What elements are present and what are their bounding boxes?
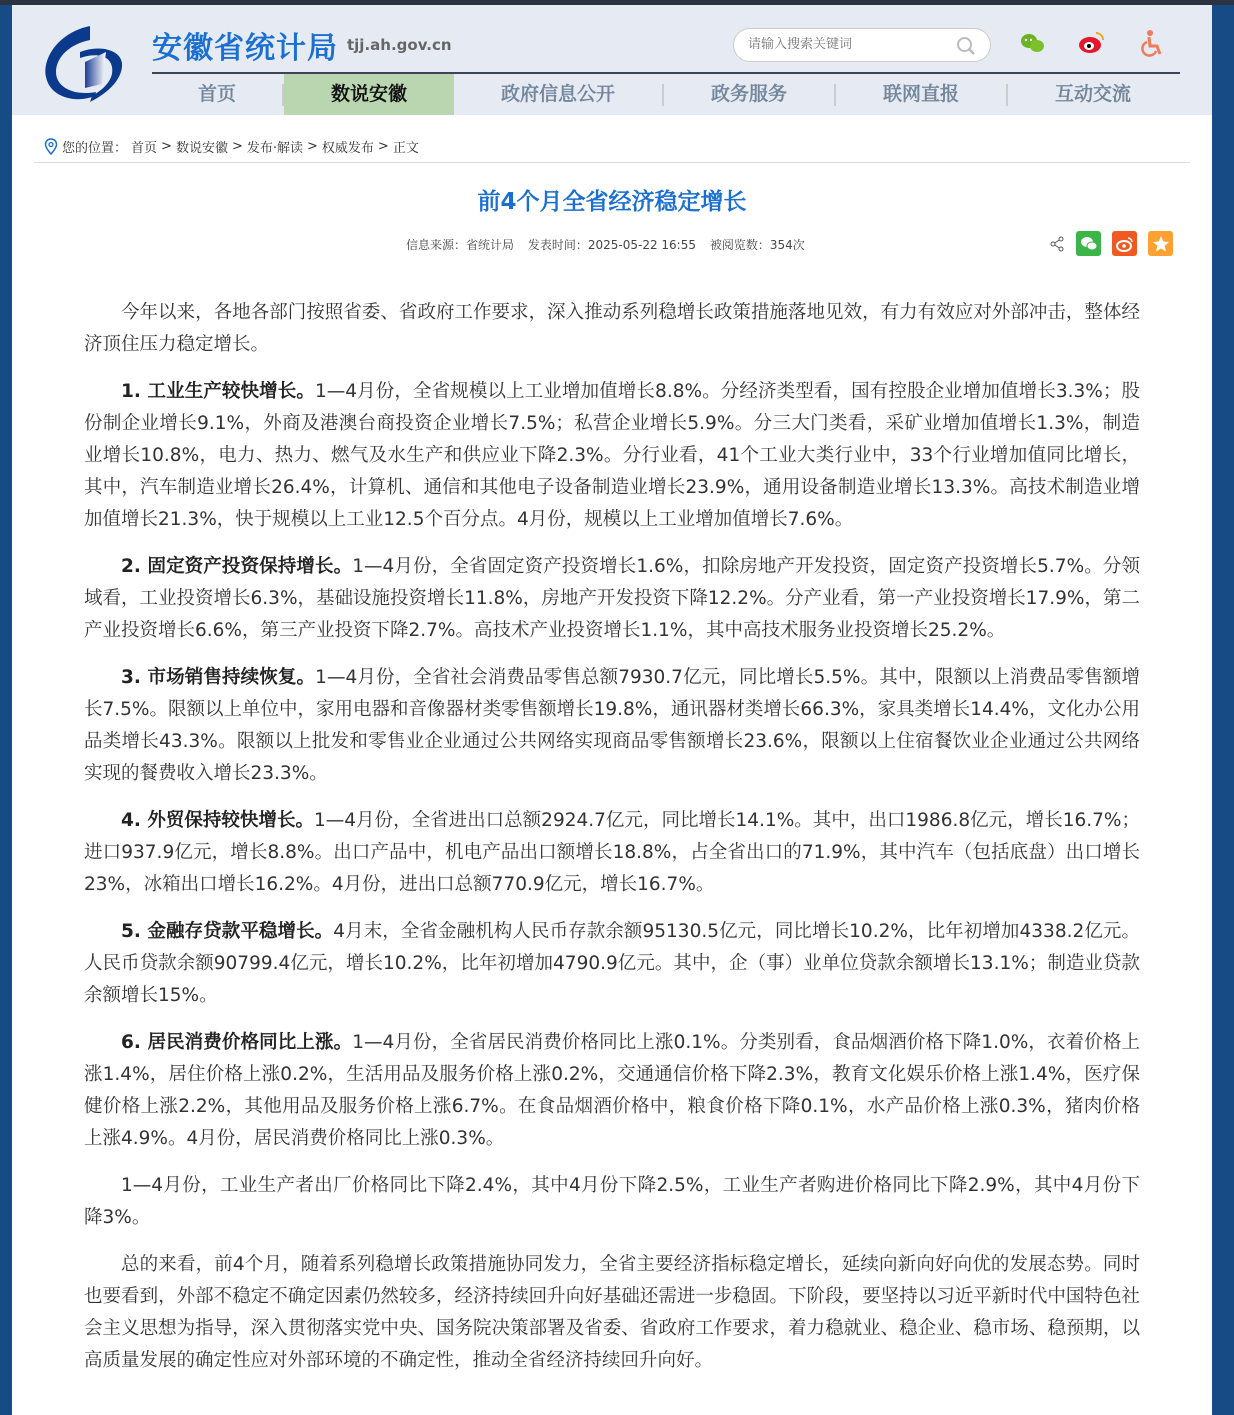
share-wechat-button[interactable]: [1076, 231, 1101, 256]
breadcrumb-authoritative[interactable]: 权威发布: [321, 141, 374, 156]
search-icon[interactable]: [956, 36, 976, 56]
paragraph-text: 1—4月份，全省进出口总额2924.7亿元，同比增长14.1%。其中，出口1986.8亿元，增长16.7%；进口937.9亿元，增长8.8%。出口产品中，机电产品出口额增长18.8%，占全省出口的71.9%，其中汽车（包括底盘）出口增长23%，冰箱出口增长16.2%。4月份，进出口总额770.9亿元，增长16.7%。: [84, 810, 1140, 895]
divider: [34, 162, 1190, 163]
paragraph-lead: 3. 市场销售持续恢复。: [121, 667, 316, 688]
wechat-icon[interactable]: [1020, 33, 1046, 55]
paragraph-text: 1—4月份，全省规模以上工业增加值增长8.8%。分经济类型看，国有控股企业增加值增长3.3%；股份制企业增长9.1%，外商及港澳台商投资企业增长7.5%；私营企业增长5.9%。分三大门类看，采矿业增加值增长1.3%，制造业增长10.8%，电力、热力、燃气及水生产和供应业下降2.3%。分行业看，41个工业大类行业中，33个行业增加值同比增长，其中，汽车制造业增长26.4%，计算机、通信和其他电子设备制造业增长23.9%，通用设备制造业增长13.3%。高技术制造业增加值增长21.3%，快于规模以上工业12.5个百分点。4月份，规模以上工业增加值增长7.6%。: [84, 381, 1140, 530]
paragraph-text: 1—4月份，工业生产者出厂价格同比下降2.4%，其中4月份下降2.5%，工业生产者购进价格同比下降2.9%，其中4月份下降3%。: [84, 1175, 1140, 1228]
paragraph-lead: 1. 工业生产较快增长。: [121, 381, 316, 402]
header: [12, 5, 1212, 115]
share-qzone-button[interactable]: [1148, 231, 1173, 256]
weibo-icon: [1116, 236, 1134, 252]
paragraph-text: 今年以来，各地各部门按照省委、省政府工作要求，深入推动系列稳增长政策措施落地见效，有力有效应对外部冲击，整体经济顶住压力稳定增长。: [84, 302, 1140, 355]
article-paragraph: [84, 551, 1140, 647]
share-bar: [1049, 231, 1173, 256]
article-date: 发表时间：2025-05-22 16:55: [527, 238, 696, 252]
paragraph-text: 4月末，全省金融机构人民币存款余额95130.5亿元，同比增长10.2%，比年初增加4338.2亿元。人民币贷款余额90799.4亿元，增长10.2%，比年初增加4790.9亿元。其中，企（事）业单位贷款余额增长13.1%；制造业贷款余额增长15%。: [84, 921, 1141, 1006]
breadcrumb-home[interactable]: 首页: [131, 141, 158, 156]
nav-online-report[interactable]: 联网直报: [882, 83, 959, 105]
breadcrumb-label: 您的位置：: [62, 141, 128, 156]
article-paragraph: [84, 1249, 1140, 1377]
site-logo[interactable]: [40, 22, 126, 106]
weibo-icon[interactable]: [1078, 29, 1106, 55]
paragraph-lead: 2. 固定资产投资保持增长。: [121, 556, 353, 577]
wechat-icon: [1080, 236, 1098, 252]
site-domain: tjj.ah.gov.cn: [347, 36, 452, 54]
breadcrumb-release[interactable]: 发布·解读: [246, 141, 303, 156]
paragraph-lead: 6. 居民消费价格同比上涨。: [121, 1032, 353, 1053]
search-input[interactable]: [748, 37, 948, 52]
paragraph-text: 总的来看，前4个月，随着系列稳增长政策措施协同发力，全省主要经济指标稳定增长，延续向新向好向优的发展态势。同时也要看到，外部不稳定不确定因素仍然较多，经济持续回升向好基础还需进一步稳固。下阶段，要坚持以习近平新时代中国特色社会主义思想为指导，深入贯彻落实党中央、国务院决策部署及省委、省政府工作要求，着力稳就业、稳企业、稳市场、稳预期，以高质量发展的确定性应对外部环境的不确定性，推动全省经济持续回升向好。: [84, 1254, 1140, 1371]
breadcrumb-sep: >: [377, 139, 389, 154]
main-nav: [152, 74, 1178, 115]
breadcrumb-sep: >: [161, 139, 172, 154]
search-box: [733, 28, 991, 62]
share-weibo-button[interactable]: [1112, 231, 1137, 256]
article-title: 前4个月全省经济稳定增长: [477, 189, 747, 215]
qzone-star-icon: [1152, 235, 1170, 253]
breadcrumb-data-anhui[interactable]: 数说安徽: [175, 141, 228, 156]
article-paragraph: [84, 662, 1140, 790]
nav-gov-services[interactable]: 政务服务: [710, 83, 787, 105]
nav-gov-info[interactable]: 政府信息公开: [500, 83, 615, 105]
nav-data-anhui[interactable]: 数说安徽: [284, 74, 454, 115]
paragraph-lead: 4. 外贸保持较快增长。: [121, 810, 314, 831]
breadcrumb-sep: >: [231, 139, 243, 154]
nav-interaction[interactable]: 互动交流: [1054, 83, 1131, 105]
article-body: [84, 297, 1140, 1392]
paragraph-text: 1—4月份，全省固定资产投资增长1.6%，扣除房地产开发投资，固定资产投资增长5.7%。分领域看，工业投资增长6.3%，基础设施投资增长11.8%，房地产开发投资下降12.2%。分产业看，第一产业投资增长17.9%，第二产业投资增长6.6%，第三产业投资下降2.7%。高技术产业投资增长1.1%，其中高技术服务业投资增长25.2%。: [84, 556, 1140, 641]
article-paragraph: [84, 916, 1140, 1012]
site-name: 安徽省统计局: [152, 31, 338, 66]
article-views: 被阅览数：354次: [709, 238, 805, 252]
article-paragraph: [84, 805, 1140, 901]
article-paragraph: [84, 297, 1140, 361]
breadcrumb-sep: >: [307, 139, 318, 154]
breadcrumb-current: 正文: [392, 141, 419, 156]
paragraph-text: 1—4月份，全省社会消费品零售总额7930.7亿元，同比增长5.5%。其中，限额以上消费品零售额增长7.5%。限额以上单位中，家用电器和音像器材类零售额增长19.8%，通讯器材类增长66.3%，家具类增长14.4%，文化办公用品类增长43.3%。限额以上批发和零售业企业通过公共网络实现商品零售额增长23.6%，限额以上住宿餐饮业企业通过公共网络实现的餐费收入增长23.3%。: [84, 667, 1140, 784]
article-paragraph: [84, 1027, 1140, 1155]
article-paragraph: [84, 1170, 1140, 1234]
article-source: 信息来源：省统计局: [406, 238, 515, 252]
nav-home[interactable]: 首页: [197, 83, 236, 105]
share-icon: [1049, 236, 1065, 252]
paragraph-lead: 5. 金融存贷款平稳增长。: [121, 921, 334, 942]
article-meta: [406, 236, 815, 253]
breadcrumb: [44, 137, 419, 156]
page: [12, 5, 1212, 1415]
paragraph-text: 1—4月份，全省居民消费价格同比上涨0.1%。分类别看，食品烟酒价格下降1.0%，衣着价格上涨1.4%，居住价格上涨0.2%，生活用品及服务价格上涨0.2%，交通通信价格下降2.3%，教育文化娱乐价格上涨1.4%，医疗保健价格上涨2.2%，其他用品及服务价格上涨6.7%。在食品烟酒价格中，粮食价格下降0.1%，水产品价格上涨0.3%，猪肉价格上涨4.9%。4月份，居民消费价格同比上涨0.3%。: [84, 1032, 1140, 1149]
location-pin-icon: [44, 138, 58, 155]
article-paragraph: [84, 376, 1140, 536]
accessibility-icon[interactable]: [1140, 29, 1164, 57]
